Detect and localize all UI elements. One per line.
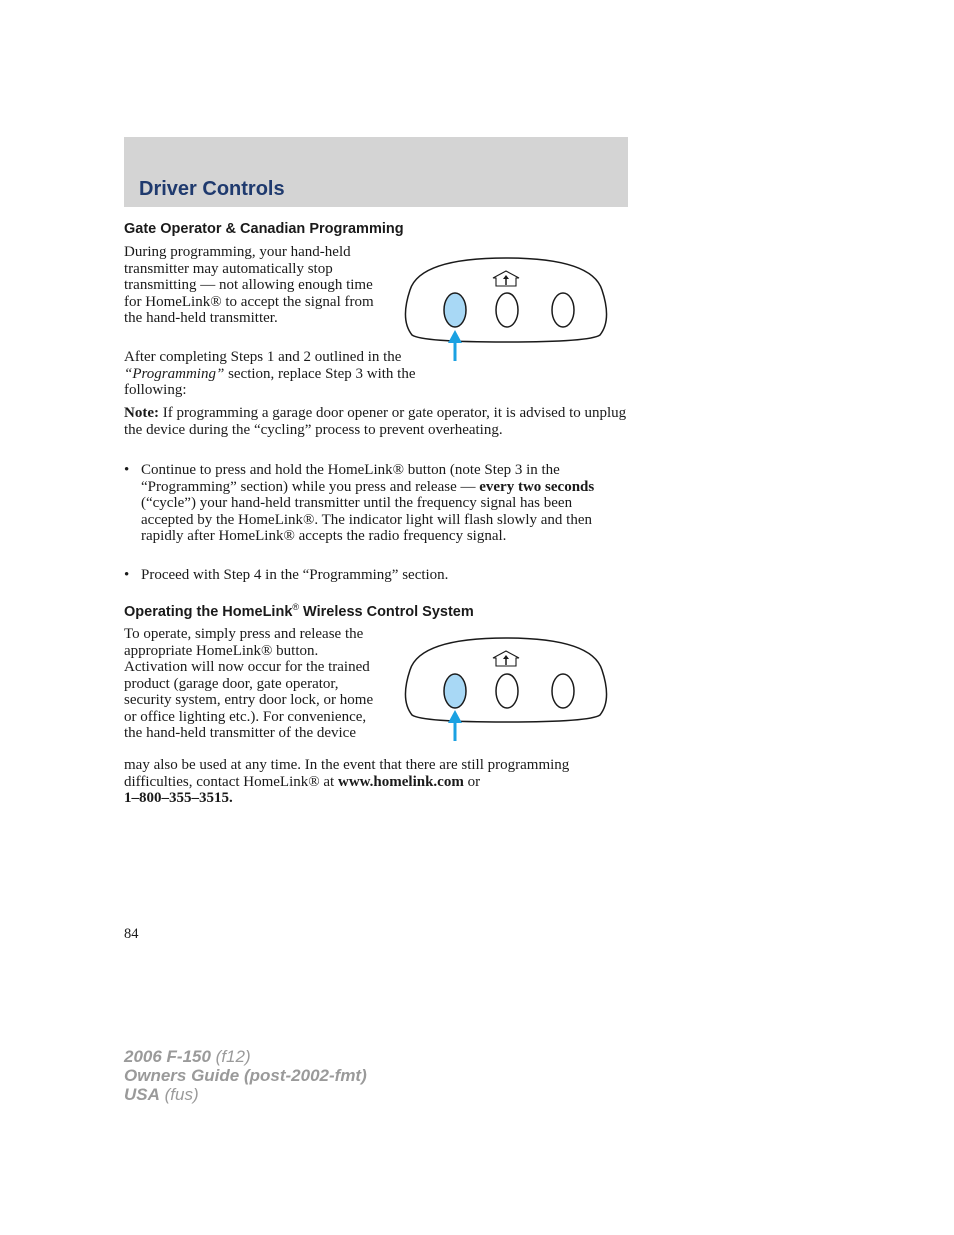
homelink-button-2[interactable]: [496, 293, 518, 327]
heading-gate-operator: Gate Operator & Canadian Programming: [124, 221, 404, 237]
footer-region-code: (fus): [159, 1085, 199, 1104]
bullet1-bold: every two seconds: [479, 478, 595, 495]
paragraph-operate-full: [124, 757, 628, 807]
homelink-url: www.homelink.com: [337, 773, 464, 790]
after-steps-italic: “Programming”: [124, 365, 225, 382]
bullet-text-1: [141, 462, 628, 545]
bullet-dot: •: [124, 462, 130, 478]
operate-text-a: may also be used at any time. In the event that there are still programming difficulties, contact HomeLink® at: [124, 757, 570, 790]
footer-region: USA: [124, 1085, 160, 1104]
homelink-button-3[interactable]: [552, 293, 574, 327]
heading2-text-b: Wireless Control System: [299, 603, 474, 620]
page-number: 84: [124, 926, 139, 942]
footer-model-code: (f12): [210, 1047, 251, 1066]
heading-operating-homelink: [124, 602, 474, 620]
operate-text-or: or: [463, 773, 481, 790]
footer-line-3: [124, 1085, 367, 1104]
homelink-diagram-1: [400, 250, 612, 365]
after-steps-text-b: section, replace Step 3 with the following:: [124, 365, 416, 398]
section-title: Driver Controls: [139, 178, 285, 200]
document-footer: [124, 1047, 367, 1104]
footer-model: 2006 F-150: [124, 1047, 211, 1066]
homelink-button-3[interactable]: [552, 674, 574, 708]
after-steps-text-a: After completing Steps 1 and 2 outlined in the: [124, 349, 402, 365]
homelink-phone: 1–800–355–3515.: [124, 790, 233, 806]
homelink-button-1[interactable]: [444, 674, 466, 708]
homelink-diagram-2: [400, 630, 612, 745]
bullet-text-2: Proceed with Step 4 in the “Programming” section.: [141, 567, 449, 583]
bullet1-text-a: Continue to press and hold the HomeLink® button (note Step 3 in the “Programming” section) while you press and release —: [141, 462, 560, 495]
bullet-dot: •: [124, 567, 130, 583]
footer-line-2: Owners Guide (post-2002-fmt): [124, 1066, 367, 1085]
note-text: If programming a garage door opener or gate operator, it is advised to unplug the device during the “cycling” process to prevent overheating.: [124, 405, 627, 438]
heading2-sup: ®: [292, 602, 300, 612]
footer-line-1: [124, 1047, 367, 1066]
paragraph-operate-narrow: To operate, simply press and release the appropriate HomeLink® button. Activation will now occur for the trained product (garage door, gate operator, security system, entry door lock, or home or office lighting etc.). For convenience, the hand-held transmitter of the device: [124, 626, 374, 741]
bullet1-text-b: (“cycle”) your hand-held transmitter until the frequency signal has been accepted by the HomeLink®. The indicator light will flash slowly and then rapidly after HomeLink® accepts the radio frequency signal.: [141, 495, 593, 544]
homelink-button-1[interactable]: [444, 293, 466, 327]
paragraph-note: [124, 405, 628, 438]
paragraph-programming-intro: During programming, your hand-held transmitter may automatically stop transmitting — not allowing enough time for HomeLink® to accept the signal from the hand-held transmitter.: [124, 244, 374, 326]
section-header-band: [124, 137, 628, 207]
homelink-button-2[interactable]: [496, 674, 518, 708]
heading2-text-a: Operating the HomeLink: [124, 603, 293, 620]
note-label: Note:: [124, 405, 159, 421]
paragraph-after-steps: [124, 349, 424, 399]
